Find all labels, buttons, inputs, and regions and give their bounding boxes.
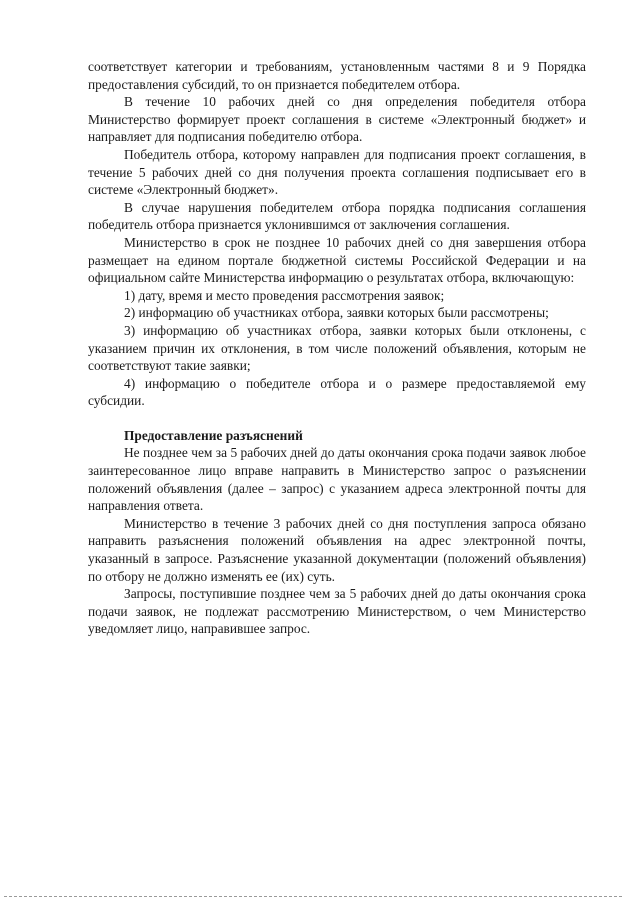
paragraph: Запросы, поступившие позднее чем за 5 рабочих дней до даты окончания срока подачи заявок, не подлежат рассмотрению Министерством, о чем Министерство уведомляет лицо, направившее запрос. (88, 586, 586, 637)
paragraph: Не позднее чем за 5 рабочих дней до даты окончания срока подачи заявок любое заинтересованное лицо вправе направить в Министерство запрос о разъяснении положений объявления (далее – запрос) с указанием адреса электронной почты для направления ответа. (88, 445, 586, 514)
list-item: 4) информацию о победителе отбора и о размере предоставляемой ему субсидии. (88, 375, 586, 409)
document-page (88, 58, 586, 638)
paragraph: Министерство в срок не позднее 10 рабочих дней со дня завершения отбора размещает на едином портале бюджетной системы Российской Федерации и на официальном сайте Министерства информацию о результатах отбора, включающую: (88, 234, 586, 286)
paragraph: соответствует категории и требованиям, установленным частями 8 и 9 Порядка предоставления субсидий, то он признается победителем отбора. (88, 59, 586, 92)
paragraph: Победитель отбора, которому направлен для подписания проект соглашения, в течение 5 рабочих дней со дня получения проекта соглашения подписывает его в системе «Электронный бюджет». (88, 146, 586, 198)
section-heading: Предоставление разъяснений (124, 427, 303, 443)
paragraph: В течение 10 рабочих дней со дня определения победителя отбора Министерство формирует проект соглашения в системе «Электронный бюджет» и направляет для подписания победителю отбора. (88, 94, 586, 145)
list-item: 3) информацию об участниках отбора, заявки которых были отклонены, с указанием причин их отклонения, в том числе положений объявления, которым не соответствуют такие заявки; (88, 322, 586, 374)
paragraph: В случае нарушения победителем отбора порядка подписания соглашения победитель отбора признается уклонившимся от заключения соглашения. (88, 199, 586, 233)
paragraph: Министерство в течение 3 рабочих дней со дня поступления запроса обязано направить разъяснения положений объявления на адрес электронной почты, указанный в запросе. Разъяснение указанной документации (положений объявления) по отбору не должно изменять ее (их) суть. (88, 515, 586, 584)
list-item: 1) дату, время и место проведения рассмотрения заявок; (124, 287, 445, 303)
scan-edge-line (4, 896, 622, 897)
list-item: 2) информацию об участниках отбора, заявки которых были рассмотрены; (124, 305, 549, 321)
